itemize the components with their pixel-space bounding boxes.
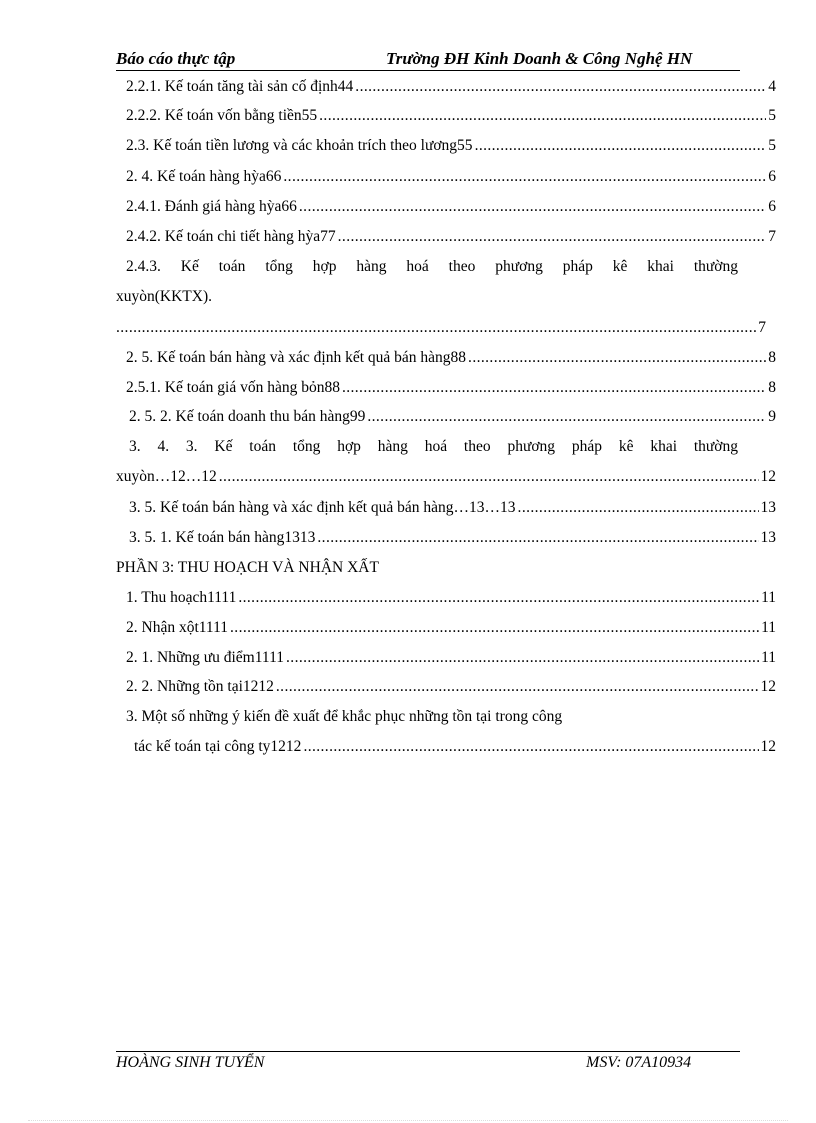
section-heading: PHẦN 3: THU HOẠCH VÀ NHẬN XẤT xyxy=(116,559,379,576)
toc-entry[interactable]: 2.2.1. Kế toán tăng tài sản cố định44 ..... 4 xyxy=(116,78,776,96)
toc-entry[interactable]: 3. 5. 1. Kế toán bán hàng1313 ..... 13 xyxy=(116,529,776,547)
toc-entry-line1[interactable]: 3. Một số những ý kiến đề xuất để khắc phục những tồn tại trong công xyxy=(126,708,563,725)
toc-entry[interactable]: 2.3. Kế toán tiền lương và các khoản trích theo lương55 ..... 5 xyxy=(116,137,776,155)
university-name: Trường ĐH Kinh Doanh & Công Nghệ HN xyxy=(386,49,693,68)
author-name: HOÀNG SINH TUYỂN xyxy=(116,1054,265,1071)
toc-entry-line1[interactable]: 2.4.3. Kế toán tổng hợp hàng hoá theo phương pháp kê khai thường xyxy=(126,258,738,275)
toc-entry[interactable]: 2. 1. Những ưu điểm1111 ..... 11 xyxy=(116,649,776,667)
toc-entry[interactable]: 2. Nhận xột1111 ..... 11 xyxy=(116,619,776,637)
page-header xyxy=(116,48,740,71)
report-label: Báo cáo thực tập xyxy=(116,49,236,68)
toc-entry[interactable]: 2. 5. 2. Kế toán doanh thu bán hàng99 ..... 9 xyxy=(116,408,776,426)
toc-entry[interactable]: 2. 5. Kế toán bán hàng và xác định kết quả bán hàng88 ..... 8 xyxy=(116,349,776,367)
toc-entry-leader[interactable]: ..... 7 xyxy=(116,319,766,337)
toc-entry[interactable]: tác kế toán tại công ty1212 ..... 12 xyxy=(116,738,776,756)
toc-entry[interactable]: 2.2.2. Kế toán vốn bằng tiền55 ..... 5 xyxy=(116,107,776,125)
toc-entry[interactable]: 2. 2. Những tồn tại1212 ..... 12 xyxy=(116,678,776,696)
toc-entry[interactable]: 2.4.2. Kế toán chi tiết hàng hỳa77 ..... 7 xyxy=(116,228,776,246)
toc-entry[interactable]: 3. 5. Kế toán bán hàng và xác định kết quả bán hàng…13…13 ..... 13 xyxy=(116,499,776,517)
toc-entry[interactable]: 2.5.1. Kế toán giá vốn hàng bỏn88 ..... 8 xyxy=(116,379,776,397)
page-bottom-edge xyxy=(28,1120,788,1121)
toc-entry[interactable]: 1. Thu hoạch1111 ..... 11 xyxy=(116,589,776,607)
student-id: MSV: 07A10934 xyxy=(586,1054,692,1071)
toc-entry[interactable]: 2. 4. Kế toán hàng hỳa66 ..... 6 xyxy=(116,168,776,186)
toc-entry-line2: xuyòn(KKTX). xyxy=(116,288,212,305)
toc-entry-line1[interactable]: 3. 4. 3. Kế toán tổng hợp hàng hoá theo phương pháp kê khai thường xyxy=(129,438,738,455)
footer-divider xyxy=(116,1051,740,1052)
toc-entry[interactable]: 2.4.1. Đánh giá hàng hỳa66 ..... 6 xyxy=(116,198,776,216)
toc-entry[interactable]: xuyòn…12…12 ..... 12 xyxy=(116,468,776,486)
